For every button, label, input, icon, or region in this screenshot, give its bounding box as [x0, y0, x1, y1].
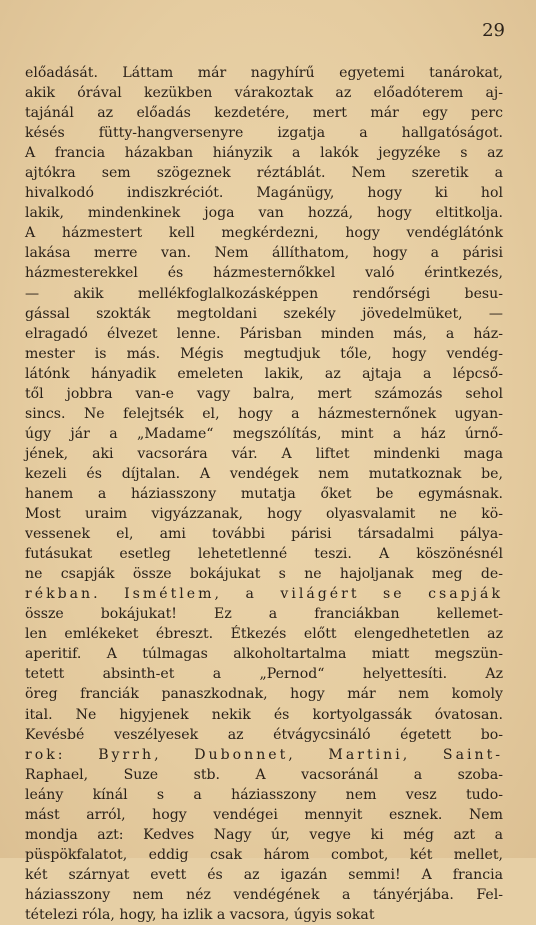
text-line: mester is más. Mégis megtudjuk tőle, hogy vendég-: [25, 345, 503, 362]
text-line: A francia házakban hiányzik a lakók jegyzéke s az: [25, 145, 503, 162]
text-line: Most uraim vigyázzanak, hogy olyasvalamit ne kö-: [25, 506, 503, 523]
text-line: házmesterekkel és házmesternőkkel való érintkezés,: [25, 265, 503, 282]
text-line: hivalkodó indiszkréciót. Magánügy, hogy ki hol: [25, 185, 503, 202]
text-line: rok: Byrrh, Dubonnet, Martini, Saint-: [25, 746, 503, 763]
text-line: Raphael, Suze stb. A vacsoránál a szoba-: [25, 766, 503, 783]
text-line: hanem a háziasszony mutatja őket be egymásnak.: [25, 485, 503, 502]
text-line: len emlékeket ébreszt. Étkezés előtt elengedhetetlen az: [25, 626, 503, 643]
page-number: 29: [482, 20, 505, 41]
text-line: háziasszony nem néz vendégének a tányérjába. Fel-: [25, 886, 503, 903]
text-line-emphasized: össze bokájukat! Ez a franciákban kellemet-: [25, 606, 503, 623]
text-line: A házmestert kell megkérdezni, hogy vendéglátónk: [25, 225, 503, 242]
text-line: leány kínál s a háziasszony nem vesz tudo-: [25, 786, 503, 803]
text-line: vessenek el, ami további párisi társadalmi pálya-: [25, 526, 503, 543]
text-line: ital. Ne higyjenek nekik és kortyolgassák óvatosan.: [25, 706, 503, 723]
text-line: előadását. Láttam már nagyhírű egyetemi tanárokat,: [25, 65, 503, 81]
text-line: látónk hányadik emeleten lakik, az ajtaja a lépcső-: [25, 365, 503, 382]
text-line: elragadó élvezet lenne. Párisban minden más, a ház-: [25, 325, 503, 342]
text-line: mondja azt: Kedves Nagy úr, vegye ki még azt a: [25, 826, 503, 843]
text-line: mást arról, hogy vendégei mennyit esznek. Nem: [25, 806, 503, 823]
text-line: tételezi róla, hogy, ha izlik a vacsora, úgyis sokat: [25, 906, 375, 923]
text-line: jének, aki vacsorára vár. A liftet mindenki maga: [25, 445, 503, 462]
text-line: öreg franciák panaszkodnak, hogy már nem komoly: [25, 686, 503, 703]
text-line: kezeli és díjtalan. A vendégek nem mutatkoznak be,: [25, 465, 503, 482]
body-text: [25, 63, 503, 925]
text-line: lakik, mindenkinek joga van hozzá, hogy eltitkolja.: [25, 205, 503, 222]
text-line: gással szokták megtoldani szekély jövedelmüket, —: [25, 305, 503, 322]
text-line: sincs. Ne felejtsék el, hogy a házmesternőnek ugyan-: [25, 405, 503, 422]
text-line: tetett absinth-et a „Pernod“ helyettesíti. Az: [25, 666, 503, 683]
text-line: késés fütty-hangversenyre izgatja a hallgatóságot.: [25, 125, 503, 142]
text-line: püspökfalatot, eddig csak három combot, két mellet,: [25, 846, 503, 863]
text-line: ajtókra sem szögeznek réztáblát. Nem szeretik a: [25, 165, 503, 182]
text-line: — akik mellékfoglalkozásképpen rendőrségi besu-: [25, 285, 503, 302]
text-line: tajánál az előadás kezdetére, mert már egy perc: [25, 105, 503, 122]
text-line-emphasized: rékban. Ismétlem, a világért se csapják: [25, 586, 503, 603]
text-line: akik órával kezükben várakoztak az előadóterem aj-: [25, 85, 503, 102]
text-line: aperitif. A túlmagas alkoholtartalma miatt megszün-: [25, 646, 503, 663]
text-line: lakása merre van. Nem állíthatom, hogy a párisi: [25, 245, 503, 262]
text-line: ne csapják össze bokájukat s ne hajoljanak meg de-: [25, 566, 503, 583]
text-line: két szárnyat evett és az igazán semmi! A francia: [25, 866, 503, 883]
text-line: Kevésbé veszélyesek az étvágycsináló égetett bo-: [25, 726, 503, 743]
text-line: től jobbra van-e vagy balra, mert számozás sehol: [25, 385, 503, 402]
text-line: úgy jár a „Madame“ megszólítás, mint a ház úrnő-: [25, 425, 503, 442]
text-line: futásukat esetleg lehetetlenné teszi. A köszönésnél: [25, 546, 503, 563]
